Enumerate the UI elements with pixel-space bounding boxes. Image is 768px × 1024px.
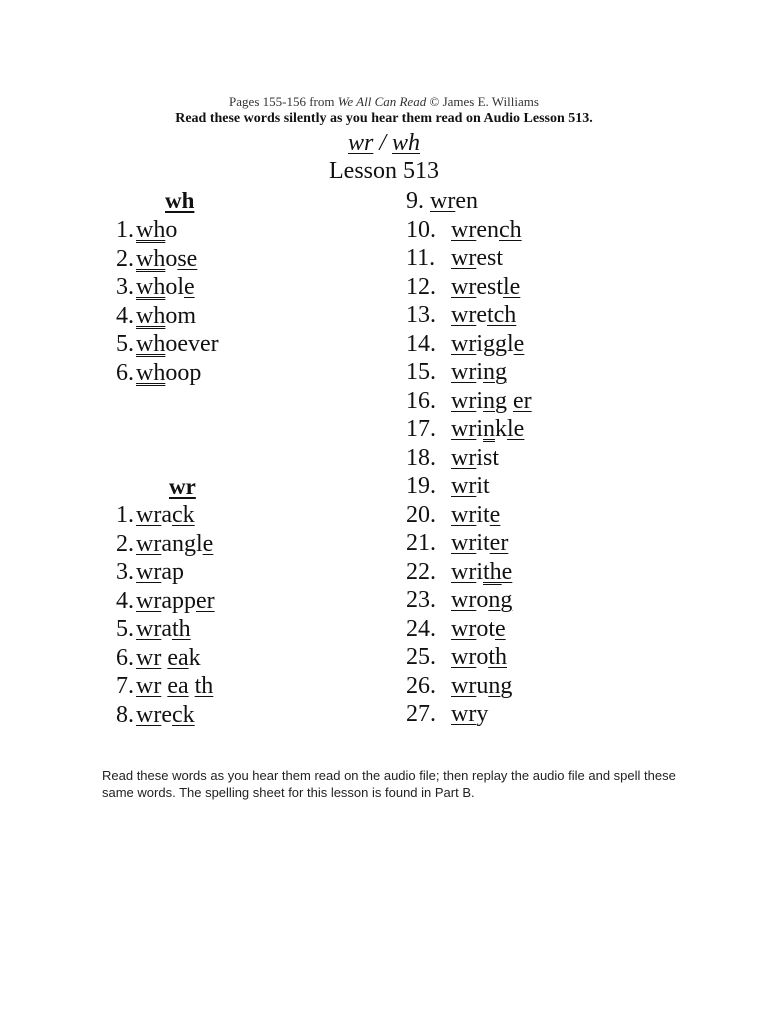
footer-instructions: Read these words as you hear them read on the audio file; then replay the audio file and spell these same words. The spelling sheet for this lesson is found in Part B. [102,768,676,800]
word-item [406,643,507,671]
word-segment: ng [483,387,507,414]
word-text [451,643,507,671]
word-segment: i [476,330,483,357]
word-segment: u [476,672,489,699]
item-number: 6. [116,644,134,671]
word-item [112,587,215,615]
word-segment: e [184,274,195,300]
word-segment: ng [488,672,513,699]
section-heading-wh: wh [165,188,195,213]
word-segment: ng [483,359,507,385]
item-number: 4. [116,302,134,329]
word-segment: wr [451,644,477,670]
item-number: 22. [406,558,436,585]
word-item [112,216,177,244]
word-item [406,558,512,586]
word-item [112,330,219,358]
word-item [406,387,532,415]
word-segment: i [476,387,483,414]
word-segment: ea [167,673,189,699]
word-segment: wr [451,302,477,328]
word-segment: ol [165,274,185,300]
word-text [136,302,196,330]
item-number: 9. [406,188,424,214]
citation-suffix: © James E. Williams [426,94,539,109]
word-segment: a [161,616,172,642]
word-segment: wr [451,216,477,243]
item-number: 23. [406,587,436,613]
word-segment: wr [136,644,162,671]
word-item [406,358,507,386]
word-segment: ck [171,502,195,528]
topic-separator: / [373,130,392,156]
word-segment: e [476,302,487,328]
word-item [112,245,197,273]
word-segment: wr [451,245,477,271]
word-segment: n [483,416,495,442]
word-segment: o [165,245,178,272]
word-segment: wh [136,274,166,300]
word-text [451,244,503,272]
word-segment: wr [136,701,162,728]
word-item [112,558,184,586]
word-segment: wr [451,701,477,727]
word-segment: e [489,501,501,528]
word-segment: om [165,302,197,329]
word-segment: wh [136,217,166,243]
word-segment: a [161,502,172,528]
word-item [112,501,195,529]
word-text [451,558,512,586]
word-item [112,644,201,672]
word-segment: ot [476,615,495,642]
item-number: 26. [406,672,436,699]
word-item [406,330,524,358]
word-text [451,586,512,614]
lesson-topic [0,130,768,157]
word-segment: wr [451,444,477,471]
word-text [451,358,507,386]
word-segment: er [489,530,509,556]
word-segment: e [202,530,214,557]
item-number: 24. [406,615,436,642]
word-text [451,615,506,643]
word-segment: it [476,501,490,528]
section-heading-wr: wr [169,474,196,499]
word-text [136,273,195,301]
word-segment: angl [161,530,203,557]
word-segment: o [165,217,178,243]
citation-prefix: Pages 155-156 from [229,94,338,109]
word-segment: wr [451,359,477,385]
word-segment: wr [136,530,162,557]
word-segment: en [455,188,478,214]
item-number: 11. [406,245,436,271]
word-text [451,444,499,472]
word-segment: wh [136,331,166,357]
word-text [136,530,213,558]
word-text [136,216,177,244]
word-item [406,472,490,500]
word-item [112,672,213,700]
word-text [451,387,532,415]
word-segment: ap [161,559,184,585]
word-segment: it [476,530,490,556]
word-segment: wh [136,302,166,329]
word-item [406,244,503,272]
word-segment: e [161,701,172,728]
word-item [406,501,500,529]
word-text [136,359,201,387]
item-number: 17. [406,416,436,442]
word-segment: gg [483,330,507,357]
word-segment: it [476,473,490,499]
word-segment: en [476,216,499,243]
word-text [136,558,184,586]
word-item [406,444,499,472]
lesson-title: Lesson 513 [329,158,439,184]
item-number: 15. [406,359,436,385]
word-text [451,330,524,358]
word-item [406,700,488,728]
word-item [112,615,191,643]
word-text [136,644,201,672]
word-text [451,216,522,244]
item-number: 3. [116,274,134,300]
word-segment: wh [136,359,166,386]
word-segment: tch [486,302,517,328]
word-segment: wr [451,387,477,414]
word-segment: wr [451,672,477,699]
word-item [406,216,522,244]
word-item [112,359,201,387]
word-text [136,501,195,529]
word-item [406,273,520,301]
item-number: 18. [406,444,436,471]
word-segment: ck [171,701,195,728]
item-number: 6. [116,359,134,386]
item-number: 20. [406,501,436,528]
topic-wr: wr [347,130,374,156]
word-segment: wr [451,473,477,499]
word-text [136,701,195,729]
word-text [451,472,490,500]
word-segment: wr [451,273,477,300]
item-number: 4. [116,587,134,614]
item-number: 27. [406,701,436,727]
word-item [112,530,213,558]
word-text [136,330,219,358]
item-number: 16. [406,387,436,414]
word-segment: wr [451,416,477,442]
word-segment: est [476,273,503,300]
word-segment: er [513,387,532,414]
word-segment: th [488,644,507,670]
item-number: 5. [116,331,134,357]
word-text [451,301,516,329]
word-segment: oop [165,359,202,386]
word-segment: wr [136,616,162,642]
word-text [451,672,512,700]
item-number: 5. [116,616,134,642]
word-item [112,273,195,301]
word-segment: y [476,701,489,727]
word-segment: e [495,615,506,642]
word-segment: wr [430,188,456,214]
word-item [112,701,195,729]
item-number: 25. [406,644,436,670]
word-item [406,586,512,614]
item-number: 1. [116,217,134,243]
instruction-heading: Read these words silently as you hear them read on Audio Lesson 513. [175,111,593,126]
word-segment: le [507,416,525,442]
word-text [430,187,478,215]
word-segment: wh [136,245,166,272]
word-segment: wr [451,501,477,528]
item-number: 19. [406,473,436,499]
word-segment: th [194,673,214,699]
word-item [406,415,524,443]
word-segment: wr [136,559,162,585]
word-item [406,187,478,215]
word-text [136,615,191,643]
topic-wh: wh [392,130,421,156]
item-number: 8. [116,701,134,728]
word-segment: ea [167,644,189,671]
word-segment: i [476,416,483,442]
source-citation [0,94,768,110]
word-segment: wr [451,330,477,357]
word-text [136,672,213,700]
word-segment: ist [476,444,500,471]
word-segment: l [507,330,514,357]
item-number: 2. [116,245,134,272]
item-number: 12. [406,273,436,300]
word-segment: se [177,245,198,272]
word-segment: wr [136,502,162,528]
word-segment: i [476,359,483,385]
item-number: 2. [116,530,134,557]
item-number: 13. [406,302,436,328]
word-segment: e [513,330,525,357]
word-segment: est [476,245,503,271]
word-text [451,415,524,443]
word-segment: wr [451,558,477,585]
word-segment: o [476,644,489,670]
word-item [406,301,516,329]
word-text [451,529,508,557]
word-segment: wr [136,587,162,614]
word-segment: le [503,273,521,300]
item-number: 21. [406,530,436,556]
item-number: 7. [116,673,134,699]
item-number: 1. [116,502,134,528]
word-item [406,615,506,643]
word-segment: wr [451,615,477,642]
word-segment: ng [488,587,513,613]
item-number: 10. [406,216,436,243]
word-segment: oever [165,331,219,357]
word-text [451,273,520,301]
word-item [112,302,196,330]
word-segment: th [171,616,191,642]
word-segment: er [195,587,215,614]
word-segment: k [188,644,201,671]
word-segment: e [501,558,513,585]
word-item [406,672,512,700]
word-text [451,501,500,529]
word-segment: k [495,416,507,442]
word-segment: app [161,587,196,614]
item-number: 3. [116,559,134,585]
word-segment: i [476,558,483,585]
word-segment: o [476,587,489,613]
word-segment: ch [498,216,522,243]
word-text [136,245,197,273]
item-number: 14. [406,330,436,357]
word-segment: th [483,558,502,585]
book-title: We All Can Read [337,94,427,109]
word-text [451,700,488,728]
word-segment: wr [136,673,162,699]
word-item [406,529,508,557]
word-segment: wr [451,530,477,556]
word-text [136,587,215,615]
word-segment: wr [451,587,477,613]
